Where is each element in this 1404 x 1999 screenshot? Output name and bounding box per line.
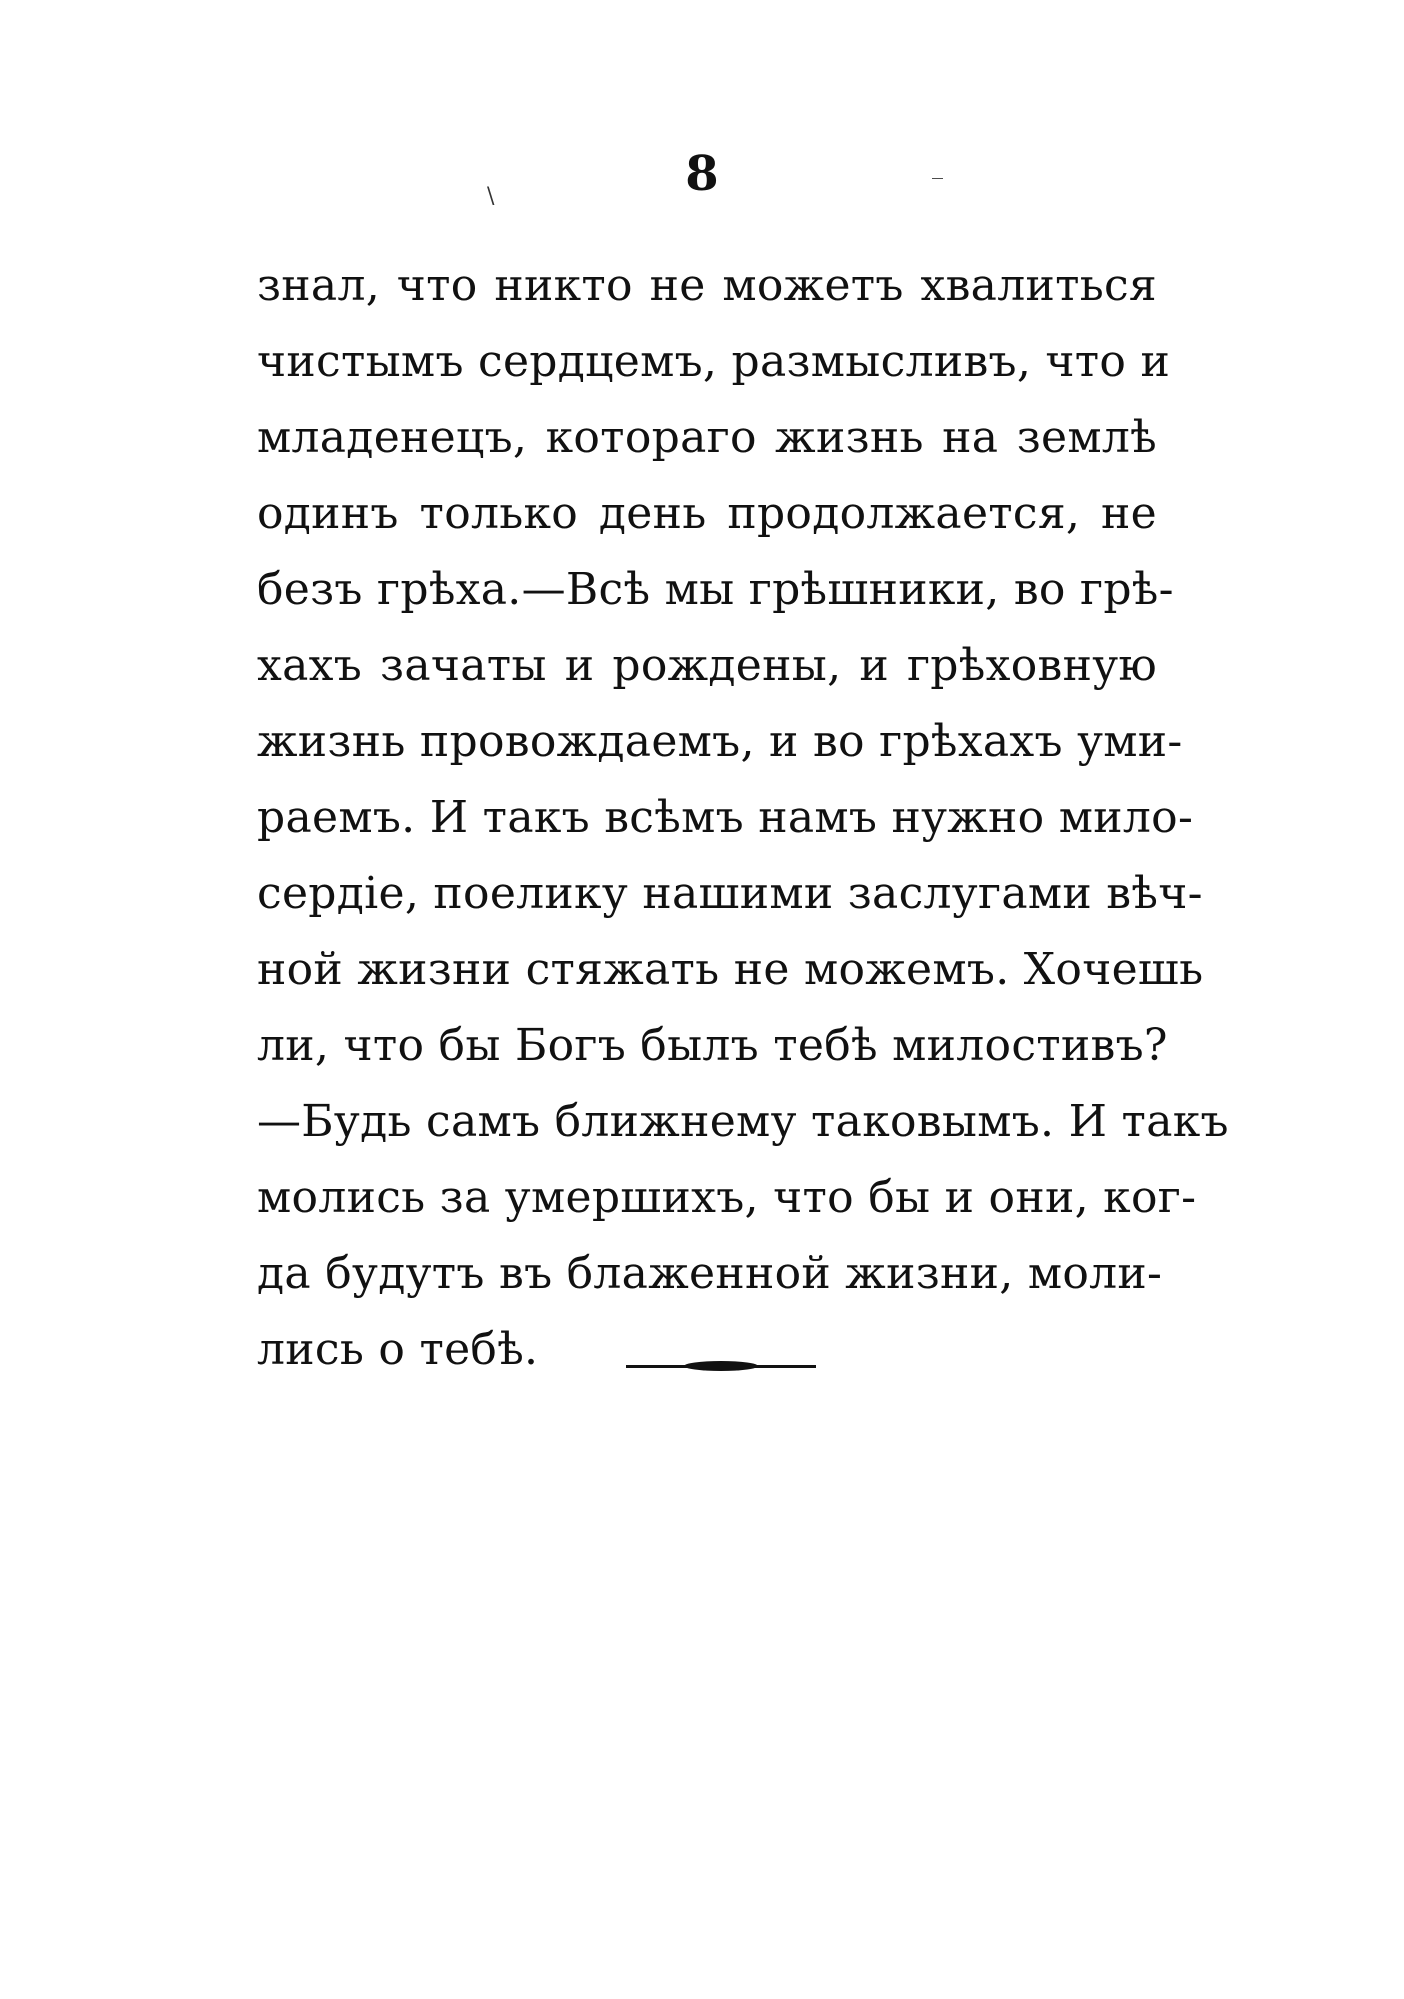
ink-speck-left: \ [487, 184, 495, 209]
text-line: молись за умершихъ, что бы и они, ког- [257, 1172, 1197, 1223]
text-line: младенецъ, котораго жизнь на землѣ [257, 412, 1157, 463]
text-line: —Будь самъ ближнему таковымъ. И такъ [257, 1096, 1229, 1147]
body-text [257, 248, 1229, 1388]
text-line: да будутъ въ блаженной жизни, моли- [257, 1248, 1163, 1299]
ornament-knot [684, 1361, 758, 1371]
text-line: безъ грѣха.—Всѣ мы грѣшники, во грѣ- [257, 564, 1174, 615]
end-ornament [626, 1360, 816, 1374]
text-line: жизнь провождаемъ, и во грѣхахъ уми- [257, 716, 1183, 767]
text-line: ной жизни стяжать не можемъ. Хочешь [257, 944, 1204, 995]
text-line: раемъ. И такъ всѣмъ намъ нужно мило- [257, 792, 1194, 843]
ink-speck-right: ‾ [932, 176, 943, 201]
text-line: лись о тебѣ. [257, 1324, 539, 1375]
page-number: 8 [685, 146, 719, 202]
text-line: чистымъ сердцемъ, размысливъ, что и [257, 336, 1171, 387]
text-line: ли, что бы Богъ былъ тебѣ милостивъ? [257, 1020, 1168, 1071]
text-line: знал, что никто не можетъ хвалиться [257, 260, 1157, 311]
text-line: хахъ зачаты и рождены, и грѣховную [257, 640, 1157, 691]
text-line: сердіе, поелику нашими заслугами вѣч- [257, 868, 1203, 919]
text-line: одинъ только день продолжается, не [257, 488, 1157, 539]
